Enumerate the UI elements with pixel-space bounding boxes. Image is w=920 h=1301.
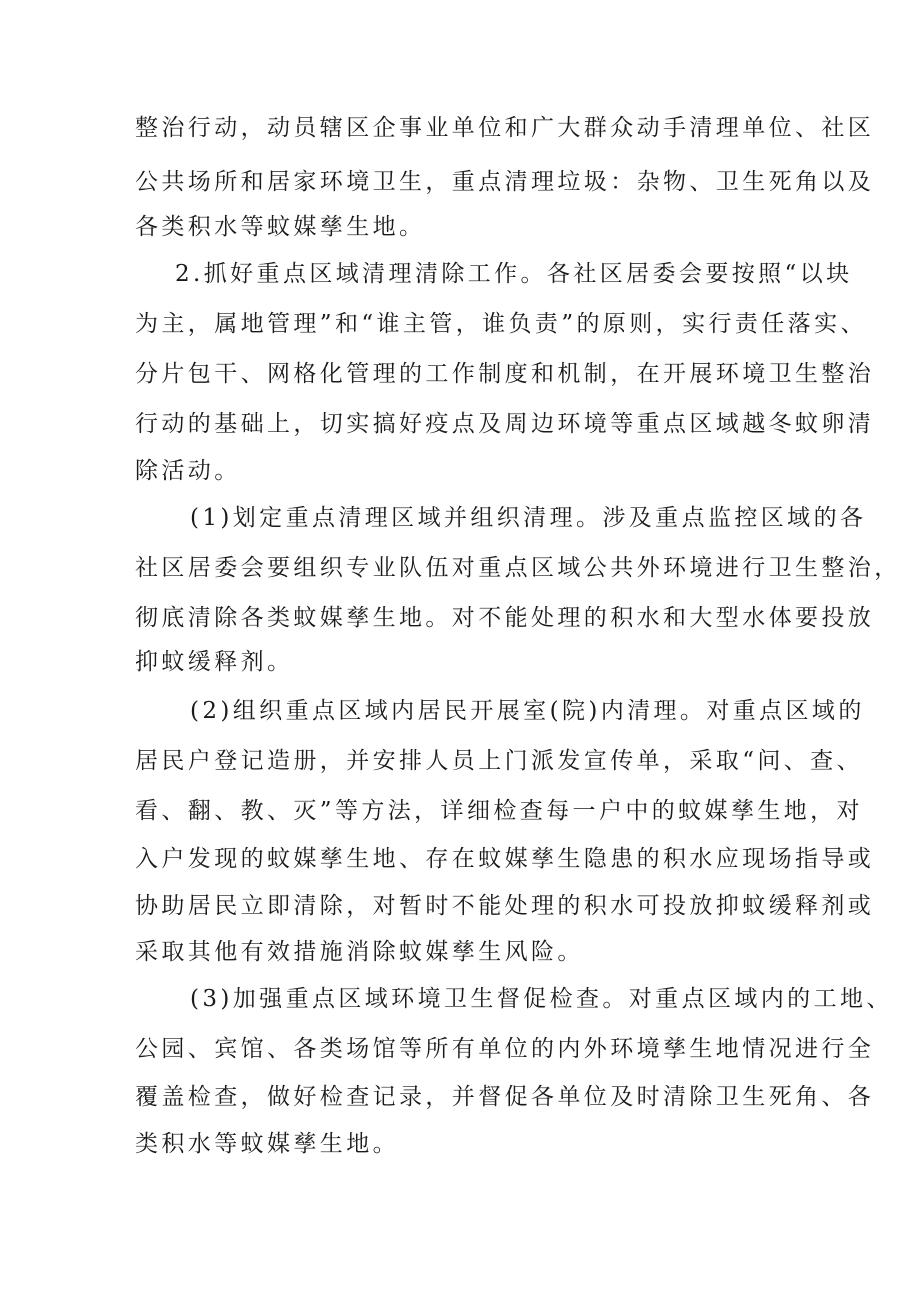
text-line: 类积水等蚊媒孳生地。 <box>135 1131 399 1157</box>
text-line: 公园、宾馆、各类场馆等所有单位的内外环境孳生地情况进行全 <box>135 1036 875 1062</box>
text-line: 采取其他有效措施消除蚊媒孳生风险。 <box>135 939 584 965</box>
text-line: 整治行动，动员辖区企事业单位和广大群众动手清理单位、社区 <box>135 115 875 141</box>
paragraph-first-line: (1)划定重点清理区域并组织清理。涉及重点监控区域的各 <box>190 505 867 531</box>
text-line: 公共场所和居家环境卫生，重点清理垃圾：杂物、卫生死角以及 <box>135 169 875 195</box>
text-line: 为主，属地管理”和“谁主管，谁负责”的原则，实行责任落实、 <box>135 311 867 337</box>
text-line: 入户发现的蚊媒孳生地、存在蚊媒孳生隐患的积水应现场指导或 <box>135 846 875 872</box>
text-line: 各类积水等蚊媒孳生地。 <box>135 214 426 240</box>
text-line: 除活动。 <box>135 458 241 484</box>
paragraph-first-line: (3)加强重点区域环境卫生督促检查。对重点区域内的工地、 <box>190 986 893 1012</box>
text-line: 协助居民立即清除，对暂时不能处理的积水可投放抑蚊缓释剂或 <box>135 893 875 919</box>
text-line: 行动的基础上，切实搞好疫点及周边环境等重点区域越冬蚊卵清 <box>135 411 875 437</box>
text-line: 居民户登记造册，并安排人员上门派发宣传单，采取“问、查、 <box>135 748 863 774</box>
text-line: 看、翻、教、灭”等方法，详细检查每一户中的蚊媒孳生地，对 <box>135 798 863 824</box>
text-line: 社区居委会要组织专业队伍对重点区域公共外环境进行卫生整治， <box>135 555 901 581</box>
text-line: 彻底清除各类蚊媒孳生地。对不能处理的积水和大型水体要投放 <box>135 605 875 631</box>
text-line: 分片包干、网格化管理的工作制度和机制，在开展环境卫生整治 <box>135 361 875 387</box>
text-line: 抑蚊缓释剂。 <box>135 649 294 675</box>
paragraph-first-line: (2)组织重点区域内居民开展室(院)内清理。对重点区域的 <box>190 698 865 724</box>
paragraph-first-line: 2.抓好重点区域清理清除工作。各社区居委会要按照“以块 <box>175 261 853 287</box>
text-line: 覆盖检查，做好检查记录，并督促各单位及时清除卫生死角、各 <box>135 1084 875 1110</box>
